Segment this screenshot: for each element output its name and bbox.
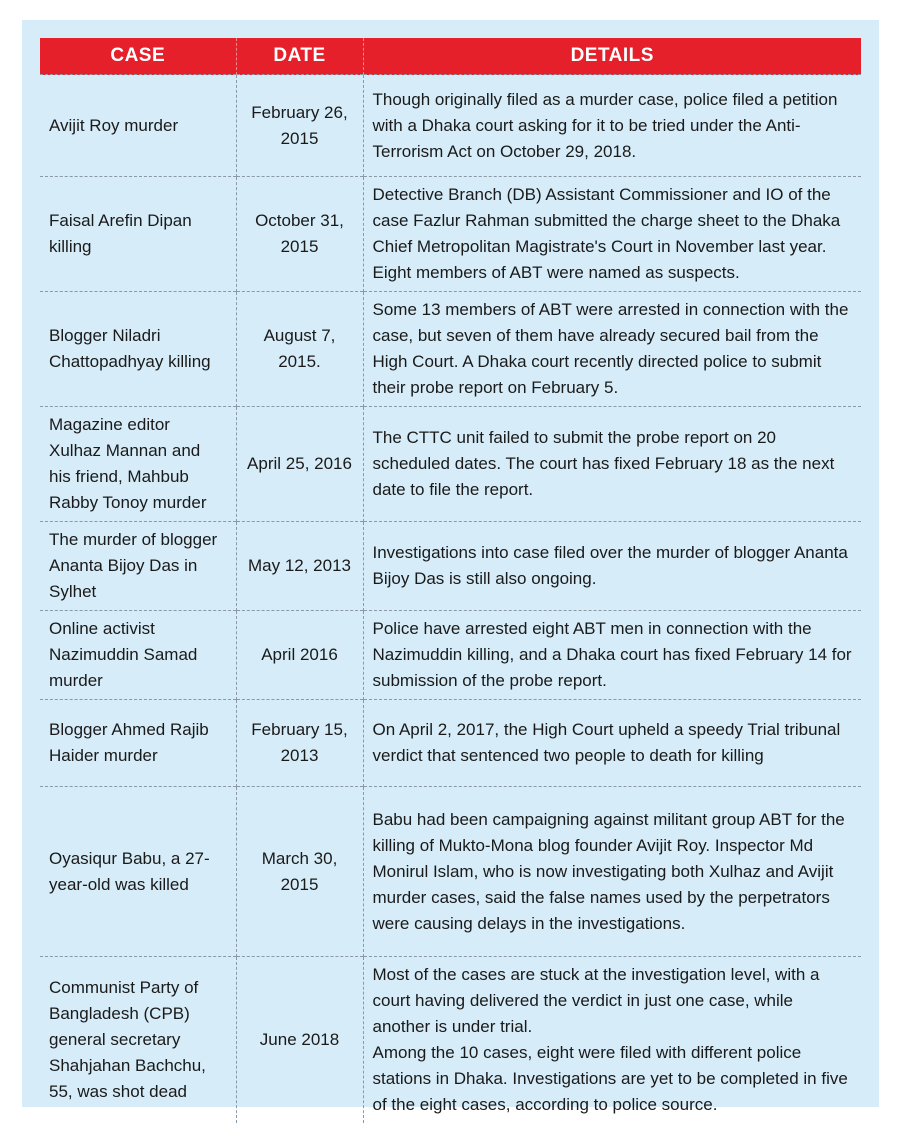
table-row [40, 177, 861, 292]
date-cell: April 2016 [236, 611, 363, 700]
details-column-header: DETAILS [363, 38, 861, 75]
table-row [40, 292, 861, 407]
case-cell: Communist Party of Bangladesh (CPB) general secretary Shahjahan Bachchu, 55, was shot dead [40, 957, 236, 1123]
details-paragraph: Most of the cases are stuck at the investigation level, with a court having delivered the verdict in just one case, while another is under trial. [373, 965, 820, 1036]
table-row [40, 957, 861, 1123]
table-row [40, 75, 861, 177]
case-cell: Avijit Roy murder [40, 75, 236, 177]
case-cell: Faisal Arefin Dipan killing [40, 177, 236, 292]
table-row [40, 522, 861, 611]
date-column-header: DATE [236, 38, 363, 75]
table-row [40, 407, 861, 522]
date-cell: October 31, 2015 [236, 177, 363, 292]
date-cell: August 7, 2015. [236, 292, 363, 407]
case-cell: The murder of blogger Ananta Bijoy Das in Sylhet [40, 522, 236, 611]
details-cell: Babu had been campaigning against militant group ABT for the killing of Mukto-Mona blog founder Avijit Roy. Inspector Md Monirul Islam, who is now investigating both Xulhaz and Avijit murder cases, said the false names used by the perpetrators were causing delays in the investigations. [363, 787, 861, 957]
details-cell: Some 13 members of ABT were arrested in connection with the case, but seven of them have already secured bail from the High Court. A Dhaka court recently directed police to submit their probe report on February 5. [363, 292, 861, 407]
case-cell: Oyasiqur Babu, a 27-year-old was killed [40, 787, 236, 957]
header-row [40, 38, 861, 75]
case-cell: Magazine editor Xulhaz Mannan and his friend, Mahbub Rabby Tonoy murder [40, 407, 236, 522]
details-cell: The CTTC unit failed to submit the probe report on 20 scheduled dates. The court has fixed February 18 as the next date to file the report. [363, 407, 861, 522]
details-cell: Though originally filed as a murder case, police filed a petition with a Dhaka court asking for it to be tried under the Anti-Terrorism Act on October 29, 2018. [363, 75, 861, 177]
case-column-header: CASE [40, 38, 236, 75]
table-row [40, 700, 861, 787]
case-cell: Online activist Nazimuddin Samad murder [40, 611, 236, 700]
date-cell: June 2018 [236, 957, 363, 1123]
date-cell: February 15, 2013 [236, 700, 363, 787]
details-paragraph: Among the 10 cases, eight were filed with different police stations in Dhaka. Investigations are yet to be completed in five of the eight cases, according to police source. [373, 1043, 848, 1114]
case-cell: Blogger Ahmed Rajib Haider murder [40, 700, 236, 787]
details-cell: Investigations into case filed over the murder of blogger Ananta Bijoy Das is still also ongoing. [363, 522, 861, 611]
table-row [40, 611, 861, 700]
date-cell: May 12, 2013 [236, 522, 363, 611]
table-row [40, 787, 861, 957]
details-cell: Police have arrested eight ABT men in connection with the Nazimuddin killing, and a Dhaka court has fixed February 14 for submission of the probe report. [363, 611, 861, 700]
date-cell: February 26, 2015 [236, 75, 363, 177]
date-cell: March 30, 2015 [236, 787, 363, 957]
details-cell [363, 957, 861, 1123]
details-cell: Detective Branch (DB) Assistant Commissioner and IO of the case Fazlur Rahman submitted the charge sheet to the Dhaka Chief Metropolitan Magistrate's Court in November last year. Eight members of ABT were named as suspects. [363, 177, 861, 292]
cases-table [40, 38, 861, 1123]
details-cell: On April 2, 2017, the High Court upheld a speedy Trial tribunal verdict that sentenced two people to death for killing [363, 700, 861, 787]
case-cell: Blogger Niladri Chattopadhyay killing [40, 292, 236, 407]
date-cell: April 25, 2016 [236, 407, 363, 522]
